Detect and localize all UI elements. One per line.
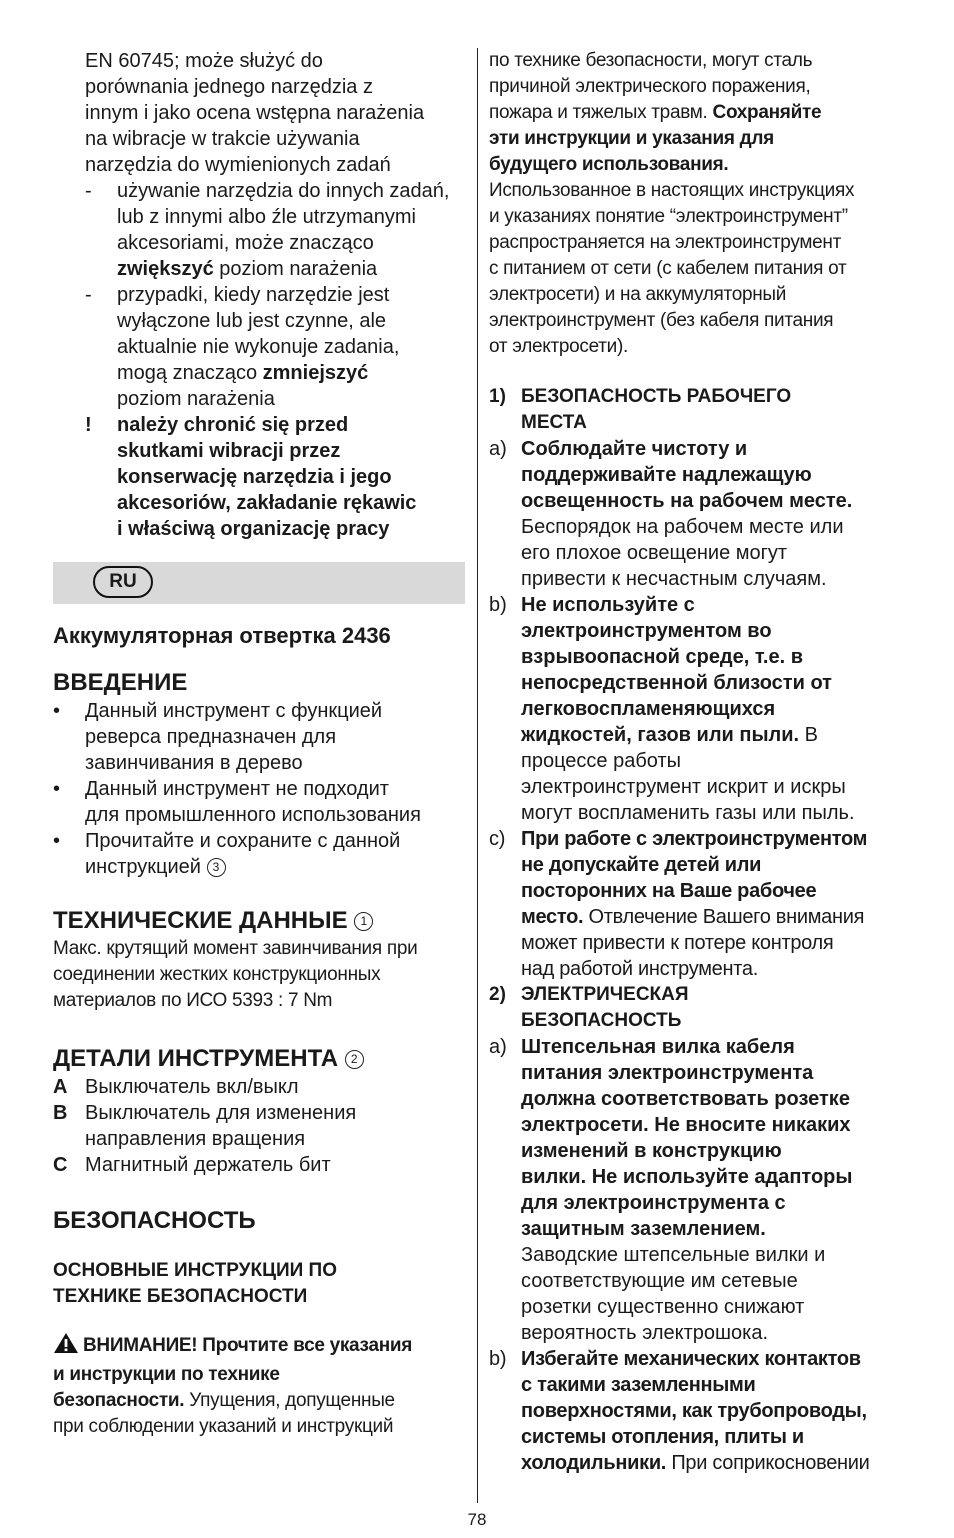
bold-text: непосредственной близости от [521,672,832,694]
item-marker: a) [489,438,507,460]
figure-ref-1: 1 [354,912,373,931]
bold-text: изменений в конструкцию [521,1140,782,1162]
text-line: akcesoriów, zakładanie rękawic [117,492,417,514]
part-item [53,1100,465,1152]
text-span: В [799,724,819,746]
text-line: Беспорядок на рабочем месте или [521,516,844,538]
section-2-heading [489,982,904,1034]
text-line: narzędzia do wymienionych zadań [85,154,391,176]
figure-ref-2: 2 [345,1050,364,1069]
bold-text: холодильники. [521,1452,667,1474]
text-line: przypadki, kiedy narzędzie jest [117,284,390,306]
heading-text: ТЕХНИЧЕСКИЕ ДАННЫЕ [53,907,348,934]
text-line: innym i jako ocena wstępna narażenia [85,102,425,124]
bold-text: электроинструментом во [521,620,772,642]
bold-text: место. [521,906,584,928]
part-item [53,1152,465,1178]
left-column [53,48,465,1440]
text-line: вероятность электрошока. [521,1322,769,1344]
text-line: при соблюдении указаний и инструкций [53,1416,394,1437]
rule-1a [489,436,904,592]
heading-text: ДЕТАЛИ ИНСТРУМЕНТА [53,1045,339,1072]
bold-text: питания электроинструмента [521,1062,814,1084]
bold-text: взрывоопасной среде, т.е. в [521,646,803,668]
part-letter: A [53,1076,68,1098]
text-line: aktualnie nie wykonuje zadania, [117,336,400,358]
figure-ref-3: 3 [207,858,226,877]
bold-text: должна соответствовать розетке [521,1088,850,1110]
warning-triangle-icon [53,1332,79,1362]
warning-continued [489,48,904,360]
tech-data-heading [53,906,465,936]
text-line: lub z innymi albo źle utrzymanymi [117,206,416,228]
text-line: ЭЛЕКТРИЧЕСКАЯ [521,984,689,1005]
bold-text: Избегайте механических контактов [521,1348,861,1370]
text-line: БЕЗОПАСНОСТЬ [521,1010,682,1031]
text-line: и указаниях понятие “электроинструмент” [489,206,848,227]
bold-text: Соблюдайте чистоту и [521,438,748,460]
text-line: соединении жестких конструкционных [53,964,381,985]
text-span: poziom narażenia [213,258,378,280]
dash-item-increase [53,178,465,282]
text-line: распространяется на электроинструмент [489,232,841,253]
text-span: При соприкосновении [666,1452,870,1474]
text-line: электроинструмент искрит и искры [521,776,846,798]
language-bar [53,562,465,604]
dash-item-decrease [53,282,465,412]
warning-block [53,1332,465,1440]
text-span: Упущения, допущенные [184,1390,395,1411]
intro-heading: ВВЕДЕНИЕ [53,669,188,696]
bold-text: Сохраняйте [712,102,822,123]
text-line: розетки существенно снижают [521,1296,805,1318]
item-marker: c) [489,828,506,850]
part-item [53,1074,465,1100]
text-line: wyłączone lub jest czynne, ale [117,310,387,332]
safety-heading: БЕЗОПАСНОСТЬ [53,1207,256,1234]
text-line: Данный инструмент с функцией [85,700,383,722]
bold-text: вилки. Не используйте адапторы [521,1166,853,1188]
part-letter: B [53,1102,68,1124]
text-span: mogą znacząco [117,362,263,384]
bold-text: электросети. Не вносите никаких [521,1114,851,1136]
bold-text: и инструкции по технике [53,1364,280,1385]
parts-heading [53,1044,465,1074]
section-number: 1) [489,386,506,407]
bold-text: zmniejszyć [262,362,369,384]
vibration-intro [53,48,465,178]
text-span: Отвлечение Вашего внимания [583,906,865,928]
bold-text: Не используйте с [521,594,695,616]
text-line: skutkami wibracji przez [117,440,341,462]
dash-marker: - [85,180,92,202]
text-line: электроинструмент (без кабеля питания [489,310,834,331]
text-line: Использованное в настоящих инструкциях [489,180,855,201]
bullet-item [53,776,465,828]
bullet-marker: • [53,778,61,800]
text-line: материалов по ИСО 5393 : 7 Nm [53,990,333,1011]
section-number: 2) [489,984,506,1005]
text-line: Магнитный держатель бит [85,1154,331,1176]
text-line: konserwację narzędzia i jego [117,466,392,488]
text-line: реверса предназначен для [85,726,337,748]
bold-text: При работе с электроинструментом [521,828,868,850]
text-line: его плохое освещение могут [521,542,788,564]
text-line: над работой инструмента. [521,958,758,980]
dash-marker: - [85,284,92,306]
text-span: инструкцией [85,856,201,878]
bold-text: ВНИМАНИЕ! Прочтите все указания [83,1335,413,1356]
text-line: для промышленного использования [85,804,421,826]
item-marker: b) [489,594,507,616]
exclamation-note [53,412,465,542]
text-line: ОСНОВНЫЕ ИНСТРУКЦИИ ПО [53,1260,337,1281]
text-line: с питанием от сети (с кабелем питания от [489,258,847,279]
product-title: Аккумуляторная отвертка 2436 [53,623,391,648]
bold-text: для электроинструмента с [521,1192,786,1214]
part-letter: C [53,1154,68,1176]
bold-text: эти инструкции и указания для [489,128,774,149]
bold-text: с такими заземленными [521,1374,756,1396]
bullet-item [53,698,465,776]
text-line: akcesoriami, może znacząco [117,232,374,254]
rule-1b [489,592,904,826]
rule-1c [489,826,904,982]
right-column [489,48,904,1476]
section-1-heading [489,384,904,436]
bullet-item [53,828,465,880]
text-line: по технике безопасности, могут сталь [489,50,813,71]
tech-data-text [53,936,465,1014]
general-safety-heading [53,1258,465,1310]
text-line: na wibracje w trakcie używania [85,128,360,150]
bold-text: системы отопления, плиты и [521,1426,804,1448]
text-line: от электросети). [489,336,628,357]
bullet-marker: • [53,700,61,722]
bold-text: zwiększyć [117,258,214,280]
rule-2b [489,1346,904,1476]
text-span: пожара и тяжелых травм. [489,102,713,123]
bold-text: Штепсельная вилка кабеля [521,1036,795,1058]
text-line: ТЕХНИКЕ БЕЗОПАСНОСТИ [53,1286,308,1307]
text-line: причиной электрического поражения, [489,76,811,97]
text-line: Данный инструмент не подходит [85,778,389,800]
text-line: używanie narzędzia do innych zadań, [117,180,450,202]
bold-text: безопасности. [53,1390,185,1411]
text-line: EN 60745; może służyć do [85,50,323,72]
text-line: poziom narażenia [117,388,275,410]
text-line: Выключатель для изменения [85,1102,357,1124]
text-line: Прочитайте и сохраните с данной [85,830,401,852]
text-line: należy chronić się przed [117,414,349,436]
text-line: процессе работы [521,750,682,772]
bold-text: легковоспламеняющихся [521,698,776,720]
text-line: МЕСТА [521,412,587,433]
text-line: направления вращения [85,1128,306,1150]
bold-text: посторонних на Ваше рабочее [521,880,817,902]
text-line: привести к несчастным случаям. [521,568,827,590]
text-line: завинчивания в дерево [85,752,303,774]
exclamation-marker: ! [85,414,92,436]
bold-text: будущего использования. [489,154,729,175]
bullet-marker: • [53,830,61,852]
bold-text: освещенность на рабочем месте. [521,490,853,512]
item-marker: b) [489,1348,507,1370]
item-marker: a) [489,1036,507,1058]
text-line: i właściwą organizację pracy [117,518,390,540]
bold-text: поддерживайте надлежащую [521,464,812,486]
text-line: могут воспламенить газы или пыль. [521,802,855,824]
text-line: Выключатель вкл/выкл [85,1076,299,1098]
page-number: 78 [467,1510,487,1529]
text-line: porównania jednego narzędzia z [85,76,373,98]
text-line: Макс. крутящий момент завинчивания при [53,938,418,959]
bold-text: не допускайте детей или [521,854,762,876]
rule-2a [489,1034,904,1346]
text-line: может привести к потере контроля [521,932,834,954]
text-line: соответствующие им сетевые [521,1270,798,1292]
text-line: электросети) и на аккумуляторный [489,284,787,305]
text-line: БЕЗОПАСНОСТЬ РАБОЧЕГО [521,386,792,407]
column-divider [477,48,478,1503]
text-line: Заводские штепсельные вилки и [521,1244,826,1266]
bold-text: поверхностями, как трубопроводы, [521,1400,867,1422]
bold-text: защитным заземлением. [521,1218,766,1240]
bold-text: жидкостей, газов или пыли. [521,724,800,746]
language-badge: RU [93,566,153,598]
